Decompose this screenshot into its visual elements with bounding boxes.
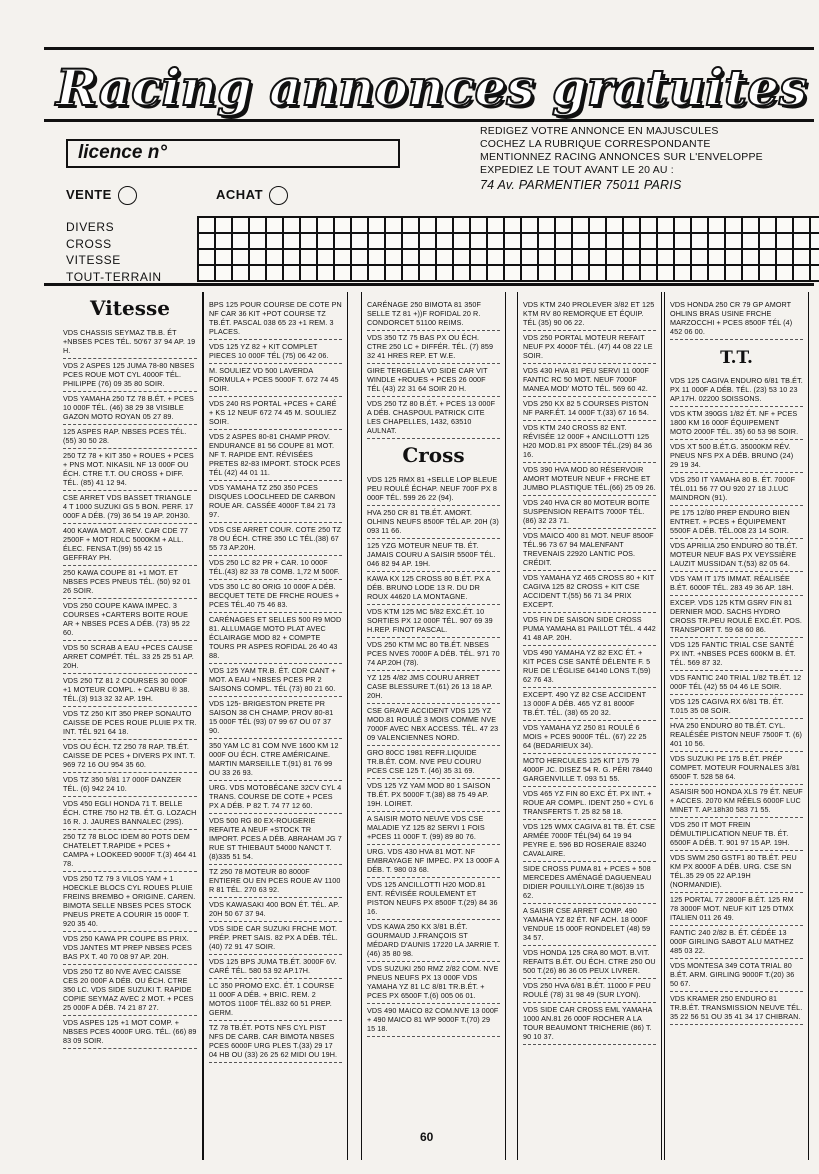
achat-radio[interactable] [269, 186, 288, 205]
grid-cell[interactable] [420, 266, 435, 280]
grid-cell[interactable] [420, 218, 435, 232]
classified-ad: URG. VDS 430 HVA 81 MOT. NF EMBRAYAGE NF IMPEC. PX 13 000F A DÉB. T. 980 03 68. [367, 845, 500, 878]
grid-cell[interactable] [352, 266, 367, 280]
classified-ad: VDS YAMAHA YZ 250 81 ROULÉ 6 MOIS + PCES 9000F TÉL. (67) 22 25 64 (BEDARIEUX 34). [523, 721, 656, 754]
classified-ad: A SAISIR CSE ARRET COMP. 490 YAMAHA YZ 82 ÉT. NF ACH. 18 000F VENDUE 15 000F RONDELET (48) 59 34 57. [523, 904, 656, 946]
grid-cell[interactable] [318, 250, 333, 264]
grid-cell[interactable] [488, 250, 503, 264]
grid-cell[interactable] [794, 266, 809, 280]
classified-ad: VDS YAMAHA YZ 465 CROSS 80 + KIT CAGIVA 125 82 CROSS + KIT CSE ACCIDENT T.(55) 56 71 34 PRIX EXCEPT. [523, 571, 656, 613]
grid-cell[interactable] [522, 266, 537, 280]
grid-cell[interactable] [760, 234, 775, 248]
grid-cell[interactable] [437, 218, 452, 232]
grid-cell[interactable] [675, 234, 690, 248]
grid-cell[interactable] [794, 234, 809, 248]
grid-cell[interactable] [777, 266, 792, 280]
classified-ad: YZ 125 4/82 JMS COURU ARRET CASE BLESSURE T.(61) 26 13 18 AP. 20H. [367, 671, 500, 704]
grid-cell[interactable] [284, 266, 299, 280]
instruction-line: REDIGEZ VOTRE ANNONCE EN MAJUSCULES [480, 125, 719, 137]
banner-title: Racing annonces gratuites [56, 58, 808, 117]
grid-cell[interactable] [641, 250, 656, 264]
classified-ad: FANTIC 240 2/82 B. ÉT. CÉDÉE 13 000F GIRLING SABOT ALU MATHEZ 485 03 22. [670, 926, 803, 959]
classified-ad: ASAISIR 500 HONDA XLS 79 ÉT. NEUF + ACCES. 2070 KM RÉELS 6000F LUC MINET T. AP.18h30 583 71 55. [670, 785, 803, 818]
grid-cell[interactable] [301, 250, 316, 264]
grid-cell[interactable] [301, 234, 316, 248]
column-5 [664, 292, 809, 1160]
classified-ad: VDS 390 HVA MOD 80 RÉSERVOIR AMORT MOTEUR NEUF + FRCHE ET JUMBO PLASTIQUE TÉL.(66) 25 09 26. [523, 463, 656, 496]
grid-cell[interactable] [590, 266, 605, 280]
classified-ad: HVA 250 ENDURO 80 TB.ÉT. CYL. REALÉSÉE PISTON NEUF 7500F T. (6) 401 10 56. [670, 719, 803, 752]
classified-ad: VDS SUZUKI PE 175 B.ÉT. PRÉP COMPET. MOTEUR FOURNALES 3/81 6500F T. 528 58 64. [670, 752, 803, 785]
grid-cell[interactable] [352, 250, 367, 264]
grid-cell[interactable] [539, 266, 554, 280]
banner-bottom-rule [44, 119, 814, 122]
classified-ad: VDS 125 YAM TR.B. ÉT. CDR CANT + MOT. A EAU +NBSES PCES PR 2 SAISONS COMPL. TÉL (73) 80 21 60. [209, 664, 342, 697]
grid-cell[interactable] [335, 218, 350, 232]
classified-ad: BPS 125 POUR COURSE DE COTE PN NF CAR 36 KIT +POT COURSE TZ TB.ÉT. PASCAL 038 65 23 +1 REM. 3 PLACES. [209, 298, 342, 340]
classified-ad: MOTO HERCULES 125 KIT 175 79 4000F JC. DISEZ 54 R. G. PÉRI 78440 GARGENVILLE T. 093 51 55. [523, 754, 656, 787]
classified-ad: VDS SIDE CAR SUZUKI FRCHE MOT. PRÉP. PRET SAIS. 82 PX A DÉB. TÉL.(40) 72 91 47 SOIR. [209, 922, 342, 955]
grid-cell[interactable] [658, 266, 673, 280]
grid-cell[interactable] [794, 218, 809, 232]
classified-ad: 400 KAWA MOT. A REV. CAR CDE 77 2500F + MOT RDLC 5000KM + ALL. ÉLEC. FENSA T.(99) 55 42 15 GEFFRAY PH. [63, 524, 197, 566]
grid-cell[interactable] [607, 218, 622, 232]
classified-ad: VDS KAWASAKI 400 BON ÉT. TÉL. AP. 20H 50 67 37 94. [209, 898, 342, 922]
grid-cell[interactable] [250, 266, 265, 280]
grid-cell[interactable] [539, 218, 554, 232]
grid-cell[interactable] [675, 250, 690, 264]
grid-cell[interactable] [539, 234, 554, 248]
grid-cell[interactable] [386, 250, 401, 264]
grid-cell[interactable] [573, 218, 588, 232]
grid-cell[interactable] [726, 218, 741, 232]
classified-ad: VDS 450 EGLI HONDA 71 T. BELLE ÉCH. CTRE 750 H2 TB. ÉT. G. LOZACH 16 R. J. JAURES BANNALEC (29S). [63, 797, 197, 830]
grid-cell[interactable] [675, 266, 690, 280]
grid-cell[interactable] [692, 234, 707, 248]
classified-ad: VDS 490 YAMAHA YZ 82 EXC ÉT. + KIT PCES CSE SANTÉ DÉLENTE F. 5 RUE DE L'ÉGLISE 64140 LONS T.(59) 62 76 43. [523, 646, 656, 688]
grid-cell[interactable] [352, 234, 367, 248]
classified-ad: VDS KTM 240 PROLEVER 3/82 ET 125 KTM RV 80 REMORQUE ET ÉQUIP. TÉL (35) 90 06 22. [523, 298, 656, 331]
classified-ad: VDS SIDE CAR CROSS EML YAMAHA 1000 AN.81 26 000F ROCHER A LA TOUR BEAUMONT TRICHERIE (86) T. 90 10 37. [523, 1003, 656, 1045]
grid-cell[interactable] [522, 218, 537, 232]
classified-ad: VDS CHASSIS SEYMAZ TB.B. ÉT +NBSES PCES TÉL. 50'67 37 94 AP. 19 H. [63, 326, 197, 359]
grid-cell[interactable] [284, 218, 299, 232]
grid-cell[interactable] [318, 218, 333, 232]
classified-ad: PE 175 12/80 PREP ENDURO BIEN ENTRET. + PCES + ÉQUIPEMENT 5500F A DÉB. TÉL.008 23 14 SOIR. [670, 506, 803, 539]
section-title-cross: Cross [402, 443, 465, 467]
classified-ad: VDS 125 BPS JUMA TB.ÉT. 3000F 6V. CARÉ TÉL. 580 53 92 AP.17H. [209, 955, 342, 979]
grid-cell[interactable] [709, 250, 724, 264]
grid-cell[interactable] [403, 266, 418, 280]
classified-ad: VDS SUZUKI 250 RMZ 2/82 COM. NVE PNEUS NEUFS PX 13 000F VDS YAMAHA YZ 81 LC 8/81 TR.B.ÉT. + PCES PX 6500F T.(6) 005 06 01. [367, 962, 500, 1004]
grid-cell[interactable] [675, 218, 690, 232]
grid-cell[interactable] [658, 250, 673, 264]
grid-cell[interactable] [573, 234, 588, 248]
classified-ad: VDS 240 HVA CR 80 MOTEUR BOITE SUSPENSION REFAITS 7000F TÉL.(86) 32 23 71. [523, 496, 656, 529]
grid-cell[interactable] [335, 250, 350, 264]
classified-ad: VDS MAICO 400 81 MOT. NEUF 8500F TÉL.96 73 67 94 MALENFANT TREVENAIS 22920 LANTIC POS. CRÉDIT. [523, 529, 656, 571]
classified-ad: VDS 250 IT MOT FREIN DÉMULTIPLICATION NEUF TB. ÉT. 6500F A DÉB. T. 901 97 15 AP. 19H. [670, 818, 803, 851]
grid-cell[interactable] [522, 234, 537, 248]
grid-cell[interactable] [403, 218, 418, 232]
grid-cell[interactable] [607, 266, 622, 280]
grid-cell[interactable] [250, 218, 265, 232]
vente-radio[interactable] [118, 186, 137, 205]
classified-ad: VDS TZ 350 5/81 17 000F DANZER TÉL. (6) 942 24 10. [63, 773, 197, 797]
classified-ad: VDS 125 CAGIVA ENDURO 6/81 TB.ÉT. PX 11 000F A DÉB. TÉL. (23) 53 10 23 AP.17H. 02200 SOISSONS. [670, 374, 803, 407]
classified-ad: VDS 250 KAWA PR COUPE BS PRIX. VDS JANTES MT PREP NBSES PCES BAS PX T. 40 70 08 97 AP. 20H. [63, 932, 197, 965]
classified-ad: VDS 125 CAGIVA RX 6/81 TB. ÉT. T.015 35 08 SOIR. [670, 695, 803, 719]
classified-ad: VDS FANTIC 240 TRIAL 1/82 TB.ÉT. 12 000F TÉL (42) 55 04 46 LE SOIR. [670, 671, 803, 695]
classified-ad: VDS 250 KX 82 5 COURSES PISTON NF PARF.ÉT. 14 000F T.(33) 67 16 54. [523, 397, 656, 421]
grid-cell[interactable] [233, 218, 248, 232]
classified-ad: VDS 250 TZ 81 2 COURSES 30 000F +1 MOTEUR COMPL. + CARBU ® 38. TÉL.(3) 913 32 32 AP. 19H. [63, 674, 197, 707]
grid-cell[interactable] [692, 218, 707, 232]
achat-label: ACHAT [216, 186, 264, 202]
grid-cell[interactable] [811, 218, 819, 232]
classified-ad: VDS 240 RS PORTAL +PCES + CARÉ + KS 12 NEUF 672 74 45 M. SOULIEZ SOIR. [209, 397, 342, 430]
classified-ad: VDS 125 YZ YAM MOD 80 1 SAISON TB.ÉT. PX 5000F T.(38) 88 75 49 AP. 19H. LOIRET. [367, 779, 500, 812]
classified-ad: CARÉNAGES ET SELLES 500 R9 MOD 81. ALLUMAGE MOTO PLAT AVEC ÉCLAIRAGE MOD 82 + COMPTE TOURS PR ASPES ROFIDAL 26 40 43 88. [209, 613, 342, 664]
classified-ad: VDS 2 ASPES 125 JUMA 78-80 NBSES PCES ROUE MOT CYL 4000F TÉL. PHILIPPE (76) 09 35 80 SOIR. [63, 359, 197, 392]
classified-ad: URG. VDS MOTOBÉCANE 32CV CYL 4 TRANS. COURSE DE COTE + PCES PX A DÉB. P 82 T. 74 77 12 60. [209, 781, 342, 814]
grid-cell[interactable] [607, 234, 622, 248]
section-title-vitesse: Vitesse [90, 296, 170, 320]
classified-ad: VDS SWM 250 GSTF1 80 TB.ÉT. PEU KM PX 8000F A DÉB. URG. CSE SN TÉL.35 29 05 22 AP.19H (NORMANDIE). [670, 851, 803, 893]
grid-cell[interactable] [573, 250, 588, 264]
grid-cell[interactable] [505, 266, 520, 280]
grid-cell[interactable] [369, 218, 384, 232]
grid-cell[interactable] [420, 250, 435, 264]
instructions [480, 125, 763, 192]
classified-ad: VDS KTM 240 CROSS 82 ENT. RÉVISÉE 12 000F + ANCILLOTTI 125 H20 MOD.81 PX 8500F TÉL.(29) 84 36 16. [523, 421, 656, 463]
grid-cell[interactable] [709, 218, 724, 232]
grid-cell[interactable] [556, 218, 571, 232]
classified-ad: VDS XT 500 B.ÉT.G. 35000KM RÉV. PNEUS NFS PX A DÉB. BRUNO (24) 29 19 34. [670, 440, 803, 473]
grid-cell[interactable] [743, 250, 758, 264]
grid-cell[interactable] [488, 266, 503, 280]
classified-ad: VDS 250 PORTAL MOTEUR REFAIT NEUF PX 4000F TÉL. (47) 44 08 22 LE SOIR. [523, 331, 656, 364]
classified-ad: 250 KAWA COUPE 81 +1 MOT. ET NBSES PCES PNEUS TÉL. (50) 92 01 26 SOIR. [63, 566, 197, 599]
classified-ad: VDS CSE ARRET COUR. COTE 250 TZ 78 OU ÉCH. CTRE 350 LC TÉL.(38) 67 55 73 AP.20H. [209, 523, 342, 556]
grid-cell[interactable] [590, 250, 605, 264]
classified-ad: VDS 125 RMX 81 +SELLE LOP BLEUE PEU ROULÉ ÉCHAP. NEUF 700F PX 8 000F TÉL. 599 26 22 (94). [367, 473, 500, 506]
classified-ad: VDS TZ 250 KIT 350 PREP SONAUTO CAISSE DE PCES ROUE PLUIE PX TR. INT. TÉL 921 64 18. [63, 707, 197, 740]
grid-cell[interactable] [709, 234, 724, 248]
column-4 [517, 292, 662, 1160]
grid-cell[interactable] [794, 250, 809, 264]
grid-cell[interactable] [811, 234, 819, 248]
grid-cell[interactable] [386, 218, 401, 232]
grid-cell[interactable] [726, 266, 741, 280]
classified-ad: VDS 125 YZ 82 + KIT COMPLET PIECES 10 000F TÉL (75) 06 42 06. [209, 340, 342, 364]
classified-ad: 350 YAM LC 81 COM NVE 1600 KM 12 000F OU ÉCH. CTRE AMÉRICAINE. MARTIN MARSEILLE T.(91) 81 76 99 OU 33 26 93. [209, 739, 342, 781]
grid-cell[interactable] [488, 218, 503, 232]
grid-cell[interactable] [318, 234, 333, 248]
category-cross[interactable]: CROSS [66, 236, 112, 251]
classified-ad: VDS YAM IT 175 IMMAT. RÉALISÉE B.ÉT. 6000F TÉL. 283 49 36 AP. 18H. [670, 572, 803, 596]
licence-field[interactable] [66, 139, 400, 168]
grid-cell[interactable] [624, 218, 639, 232]
grid-cell[interactable] [267, 266, 282, 280]
classified-ad: VDS 125 FANTIC TRIAL CSE SANTÉ PX INT. +NBSES PCES 600KM B. ÉT. TÉL. 569 87 32. [670, 638, 803, 671]
classified-ad: 125 ASPES RAP. NBSES PCES TÉL.(55) 30 50 28. [63, 425, 197, 449]
grid-cell[interactable] [811, 250, 819, 264]
grid-cell[interactable] [743, 218, 758, 232]
grid-cell[interactable] [301, 218, 316, 232]
grid-cell[interactable] [471, 250, 486, 264]
grid-cell[interactable] [590, 234, 605, 248]
ad-text-grid[interactable] [197, 216, 819, 282]
grid-cell[interactable] [199, 266, 214, 280]
grid-cell[interactable] [607, 250, 622, 264]
column-2 [203, 292, 348, 1160]
grid-cell[interactable] [284, 250, 299, 264]
classified-ad: VDS 250 LC 82 PR + CAR. 10 000F TÉL.(43) 82 33 78 COMB. 1,72 M 500F. [209, 556, 342, 580]
grid-cell[interactable] [403, 250, 418, 264]
grid-cell[interactable] [437, 234, 452, 248]
grid-cell[interactable] [641, 266, 656, 280]
grid-cell[interactable] [743, 266, 758, 280]
classified-ad: CARÉNAGE 250 BIMOTA 81 350F SELLE TZ 81 +))F ROFIDAL 20 R. CONDORCET 51100 REIMS. [367, 298, 500, 331]
grid-cell[interactable] [641, 234, 656, 248]
instruction-line: COCHEZ LA RUBRIQUE CORRESPONDANTE [480, 138, 711, 150]
instruction-line: MENTIONNEZ RACING ANNONCES SUR L'ENVELOPPE [480, 151, 763, 163]
grid-cell[interactable] [369, 250, 384, 264]
grid-cell[interactable] [573, 266, 588, 280]
grid-cell[interactable] [488, 234, 503, 248]
grid-cell[interactable] [386, 234, 401, 248]
classified-ad: VDS 250 COUPE KAWA IMPEC. 3 COURSES +CARTERS BOITE ROUE AR + NBSES PCES A DÉB. (73) 95 22 60. [63, 599, 197, 641]
grid-cell[interactable] [641, 218, 656, 232]
grid-cell[interactable] [777, 234, 792, 248]
grid-cell[interactable] [726, 234, 741, 248]
classified-ad: A SAISIR MOTO NEUVE VDS CSE MALADIE YZ 125 82 SERVI 1 FOIS +PCES 11 000F T. (99) 89 80 76. [367, 812, 500, 845]
grid-cell[interactable] [658, 234, 673, 248]
grid-cell[interactable] [556, 266, 571, 280]
classified-ad: VDS 250 IT YAMAHA 80 B. ÉT. 7000F TÉL.011 56 77 OU 920 27 18 J.LUC MAINDRON (91). [670, 473, 803, 506]
classified-ad: VDS MONTESA 349 COTA TRIAL 80 B.ÉT. ARM. GIRLING 9000F T.(20) 36 50 67. [670, 959, 803, 992]
grid-cell[interactable] [233, 234, 248, 248]
grid-cell[interactable] [233, 266, 248, 280]
grid-cell[interactable] [301, 266, 316, 280]
grid-cell[interactable] [505, 250, 520, 264]
grid-cell[interactable] [624, 250, 639, 264]
classified-ad: GRO 80CC 1981 REFR.LIQUIDE TR.B.ÉT. COM. NVE PEU COURU PCES CSE 125 T. (46) 35 31 69. [367, 746, 500, 779]
grid-cell[interactable] [318, 266, 333, 280]
classified-ad: VDS YAMAHA 250 TZ 78 B.ÉT. + PCES 10 000F TÉL. (46) 38 29 38 VISIBLE GAZON MOTO ROYAN 05 27 89. [63, 392, 197, 425]
classified-ad: VDS 250 TZ 80 NVE AVEC CAISSE CES 20 000F A DÉB. OU ÉCH. CTRE 350 LC. VDS SIDE SUZUKI T. RAPIDE COPIE SEYMAZ AVEC 2 MOT. + PCES 25 000F A DÉB. 74 21 87 27. [63, 965, 197, 1016]
column-3 [361, 292, 506, 1160]
grid-cell[interactable] [369, 266, 384, 280]
classified-ad: LC 350 PROMO EXC. ÉT. 1 COURSE 11 000F A DÉB. + BRIC. REM. 2 MOTOS 1100F TÉL.832 60 51 PREP. GERM. [209, 979, 342, 1021]
classified-ad: VDS 465 YZ FIN 80 EXC ÉT. PX INT. + ROUE AR COMPL. IDENT 250 + CYL 6 TRANSFERTS T. 25 82 58 18. [523, 787, 656, 820]
grid-cell[interactable] [556, 250, 571, 264]
classified-ad: TZ 78 TB.ÉT. POTS NFS CYL PIST NFS DE CARB. CAR BIMOTA NBSES PCES 6000F URG PLES T.(33) 29 17 04 HB OU (33) 26 25 62 MIDI OU 19H. [209, 1021, 342, 1063]
classified-ad: VDS KTM 125 MC 5/82 EXC.ÉT. 10 SORTIES PX 12 000F TÉL. 907 69 39 H.REP. FINOT PASCAL. [367, 605, 500, 638]
grid-cell[interactable] [267, 234, 282, 248]
grid-cell[interactable] [760, 266, 775, 280]
vente-option[interactable] [66, 186, 137, 205]
grid-cell[interactable] [471, 218, 486, 232]
classified-ad: VDS OU ÉCH. TZ 250 78 RAP. TB.ÉT. CAISSE DE PCES + DIVERS PX INT. T. 969 72 16 OU 954 35 60. [63, 740, 197, 773]
classified-ad: VDS KAWA 250 KX 3/81 B.ÉT. GOURMAUD J.FRANÇOIS ST MÉDARD D'AUNIS 17220 LA JARRIE T.(46) 35 80 98. [367, 920, 500, 962]
classified-ad: VDS APRILIA 250 ENDURO 80 TB.ÉT. MOTEUR NEUF BAS PX VEYSSIÈRE LAUZIT MUSSIDAN T.(53) 82 05 64. [670, 539, 803, 572]
category-tout-terrain[interactable]: TOUT-TERRAIN [66, 269, 162, 284]
classified-ad: VDS 500 RG 80 EX-ROUGERIE REFAITE A NEUF +STOCK TR IMPORT. PCES A DÉB. ABRAHAM JG 7 RUE ST THIEBAUT 54000 NANCT T.(8)335 51 54. [209, 814, 342, 865]
classified-ad: 250 TZ 78 BLOC IDEM 80 POTS DEM CHATELET T.RAPIDE + PCES + CAMPA + LOOKEED 9000F T.(3) 464 41 78. [63, 830, 197, 872]
grid-cell[interactable] [437, 250, 452, 264]
grid-cell[interactable] [284, 234, 299, 248]
grid-cell[interactable] [471, 266, 486, 280]
classified-ad: KAWA KX 125 CROSS 80 B.ÉT. PX A DÉB. BRUNO LODE 13 R. DU DR ROUX 44620 LA MONTAGNE. [367, 572, 500, 605]
grid-cell[interactable] [743, 234, 758, 248]
grid-cell[interactable] [590, 218, 605, 232]
grid-cell[interactable] [335, 266, 350, 280]
grid-cell[interactable] [437, 266, 452, 280]
banner [44, 52, 814, 122]
classified-ad: 250 TZ 78 + KIT 350 + ROUES + PCES + PNS MOT. NIKASIL NF 13 000F OU ÉCH. CTRE T.T. OU CROSS + DIFF. TÉL. (85) 41 12 94. [63, 449, 197, 491]
classified-ad: GIRE TERGELLA VD SIDE CAR VIT WINDLE +ROUES + PCES 26 000F TÉL (43) 22 31 64 SOIR 20 H. [367, 364, 500, 397]
classified-ad: VDS 125 ANCILLOTTI H20 MOD.81 ENT. RÉVISÉE ROULEMENT ET PISTON NEUFS PX 8500F T.(29) 84 36 16. [367, 878, 500, 920]
grid-cell[interactable] [250, 250, 265, 264]
grid-cell[interactable] [403, 234, 418, 248]
classified-ad: VDS 350 TZ 75 BAS PX OU ÉCH. CTRE 250 LC + DIFFÉR. TÉL. (7) 859 32 41 HRES REP. ET W.E. [367, 331, 500, 364]
grid-cell[interactable] [692, 250, 707, 264]
category-divers[interactable]: DIVERS [66, 220, 115, 234]
grid-cell[interactable] [352, 218, 367, 232]
instruction-line: EXPEDIEZ LE TOUT AVANT LE 20 AU : [480, 164, 674, 176]
grid-cell[interactable] [624, 266, 639, 280]
grid-cell[interactable] [777, 218, 792, 232]
grid-cell[interactable] [454, 250, 469, 264]
classified-ad: VDS 250 HVA 6/81 B.ÉT. 11000 F PEU ROULÉ (78) 31 98 49 (SUR LYON). [523, 979, 656, 1003]
classified-ad: EXCEP. VDS 125 KTM GSRV FIN 81 DERNIER MOD. SACHS HYDRO CROSS TR.PEU ROULÉ EXC.ÉT. POS. TRANSPORT T. 59 68 60 86. [670, 596, 803, 638]
classified-ad: TZ 250 78 MOTEUR 80 8000F ENTIERE OU EN PCES ROUE AV 1100 R 81 TÉL. 270 63 92. [209, 865, 342, 898]
classified-ad: CSE ARRET VDS BASSET TRIANGLE 4 T 1000 SUZUKI GS 5 BON. PERF. 17 000F A DÉB. (79) 36 54 19 AP. 20H30. [63, 491, 197, 524]
grid-cell[interactable] [454, 266, 469, 280]
grid-cell[interactable] [420, 234, 435, 248]
grid-cell[interactable] [522, 250, 537, 264]
column-1 [58, 292, 203, 1160]
classified-ad: VDS 2 ASPES 80-81 CHAMP PROV. ENDURANCE 81 56 COUPE 81 MOT. NF T. RAPIDE ENT. RÉVISÉES PRETES 82-83 IMPORT. STOCK PCES TÉL (42) 44 01 11. [209, 430, 342, 481]
grid-cell[interactable] [454, 218, 469, 232]
category-vitesse[interactable]: VITESSE [66, 253, 121, 267]
classified-ad: VDS ASPES 125 +1 MOT COMP. + NBSES PCES 4000F URG. TÉL. (66) 89 83 09 SOIR. [63, 1016, 197, 1049]
grid-cell[interactable] [369, 234, 384, 248]
grid-cell[interactable] [199, 234, 214, 248]
grid-cell[interactable] [471, 234, 486, 248]
grid-cell[interactable] [760, 250, 775, 264]
grid-cell[interactable] [250, 234, 265, 248]
classified-ad: VDS 125- BRIGESTON PRETE PR SAISON 38 CH CHAMP. PROV 80-81 15 000F TÉL (93) 07 99 67 OU 07 37 90. [209, 697, 342, 739]
classified-ad: 125 YZG MOTEUR NEUF TB. ÉT. JAMAIS COURU A SAISIR 5500F TÉL. 046 82 94 AP. 19H. [367, 539, 500, 572]
grid-cell[interactable] [760, 218, 775, 232]
classified-ad: VDS 430 HVA 81 PEU SERVI 11 000F FANTIC RC 50 MOT. NEUF 7000F MANEA MOD' MOTO TÉL. 569 60 42. [523, 364, 656, 397]
grid-cell[interactable] [624, 234, 639, 248]
grid-cell[interactable] [386, 266, 401, 280]
achat-option[interactable] [216, 186, 288, 205]
grid-cell[interactable] [777, 250, 792, 264]
classified-ad: VDS 350 LC 80 ORIG 10 000F A DÉB. BECQUET TETE DE FRCHE ROUES + PCES TÉL.40 75 46 83. [209, 580, 342, 613]
grid-cell[interactable] [216, 250, 231, 264]
classified-ad: VDS 250 TZ 79 3 VILOS YAM + 1 HOECKLE BLOCS CYL ROUES PLUIE FREINS BREMBO + ORIGINE. CAREN. BIMOTA SELLE NBSES PCES STOCK PNEUS PRETE A COURIR 15 000F T. 920 35 40. [63, 872, 197, 932]
grid-cell[interactable] [267, 250, 282, 264]
classified-ad: VDS 125 WMX CAGIVA 81 TB. ÉT. CSE ARMÉE 7000F TÉL(94) 64 19 94 PEYRE E. 596 BD ROSERAIE 83240 CAVALAIRE. [523, 820, 656, 862]
grid-cell[interactable] [505, 218, 520, 232]
classified-ad: VDS HONDA 125 CRA 80 MOT. B.VIT. REFAITS B.ÉT. OU ÉCH. CTRE 250 OU 500 T.(26) 86 36 05 PEUX LIVRER. [523, 946, 656, 979]
classified-ad: EXCEPT. 490 YZ 82 CSE ACCIDENT 13 000F A DÉB. 465 YZ 81 8000F TB.ÉT. TÉL. (38) 65 20 32. [523, 688, 656, 721]
grid-cell[interactable] [811, 266, 819, 280]
grid-cell[interactable] [692, 266, 707, 280]
grid-cell[interactable] [454, 234, 469, 248]
classified-ad: VDS 250 KTM MC 80 TB.ÉT. NBSES PCES NVES 7000F A DÉB. TÉL. 971 70 74 AP.20H (78). [367, 638, 500, 671]
page-number: 60 [420, 1130, 434, 1144]
classified-ad: M. SOULIEZ VD 500 LAVERDA FORMULA + PCES 5000F T. 672 74 45 SOIR. [209, 364, 342, 397]
section-title-tt: T.T. [720, 348, 753, 368]
grid-cell[interactable] [726, 250, 741, 264]
grid-cell[interactable] [267, 218, 282, 232]
section-rule [44, 283, 814, 286]
grid-cell[interactable] [216, 218, 231, 232]
vente-label: VENTE [66, 186, 112, 202]
grid-cell[interactable] [335, 234, 350, 248]
classified-ad: HVA 250 CR 81 TB.ÉT. AMORT. OLHINS NEUFS 8500F TÉL AP. 20H (3) 093 11 66. [367, 506, 500, 539]
grid-cell[interactable] [216, 266, 231, 280]
grid-cell[interactable] [233, 250, 248, 264]
classified-ad: CSE GRAVE ACCIDENT VDS 125 YZ MOD.81 ROULÉ 3 MOIS COMME NVE 7000F AVEC NBX ACCESS. TÉL. 47 23 09 VALENCIENNES NORD. [367, 704, 500, 746]
licence-label: licence n° [78, 142, 167, 163]
mailing-address: 74 Av. PARMENTIER 75011 PARIS [480, 178, 682, 192]
classified-ad: VDS YAMAHA TZ 250 350 PCES DISQUES LOOCLHEED DE CARBON ROUE AR. CASSÉE 4000F T.84 21 73 97. [209, 481, 342, 523]
category-list [66, 219, 162, 285]
grid-cell[interactable] [199, 218, 214, 232]
grid-cell[interactable] [216, 234, 231, 248]
classified-ad: VDS KTM 390GS 1/82 ÉT. NF + PCES 1800 KM 16 000F ÉQUIPEMENT MOTO 2000F TÉL. 35) 60 53 98 SOIR. [670, 407, 803, 440]
classified-ad: SIDE CROSS PUMA 81 + PCES + 508 MERCEDES AMÉNAGÉ DAGUENEAU DIDIER POUILLY/LOIRE T.(86)39 15 62. [523, 862, 656, 904]
grid-cell[interactable] [199, 250, 214, 264]
grid-cell[interactable] [556, 234, 571, 248]
grid-cell[interactable] [709, 266, 724, 280]
classified-ad: VDS FIN DE SAISON SIDE CROSS PUMA YAMAHA 81 PAILLOT TÉL. 4 442 41 48 AP. 20H. [523, 613, 656, 646]
grid-cell[interactable] [658, 218, 673, 232]
classified-ad: VDS 250 TZ 80 B.ÉT. + PCES 13 000F A DÉB. CHASPOUL PATRICK CITE LES CHAPELLES, 1432, 63510 AULNAT. [367, 397, 500, 439]
classified-ad: 125 PORTAL 77 2800F B.ÉT. 125 RM 78 3000F MOT. NEUF KIT 125 DTMX ITALIEN 011 26 49. [670, 893, 803, 926]
top-rule [44, 47, 814, 50]
classified-ad: VDS HONDA 250 CR 79 GP AMORT OHLINS BRAS USINE FRCHE MARZOCCHI + PCES 8500F TÉL (4) 452 06 00. [670, 298, 803, 340]
grid-cell[interactable] [539, 250, 554, 264]
classified-ad: VDS 50 SCRAB A EAU +PCES CAUSE ARRET COMPÉT. TÉL. 33 25 25 51 AP. 20H. [63, 641, 197, 674]
classified-ad: VDS KRAMER 250 ENDURO 81 TR.B.ÉT. TRANSMISSION NEUVE TÉL. 35 22 56 51 OU 35 41 34 17 CHIBRAN. [670, 992, 803, 1025]
classified-ad: VDS 490 MAICO 82 COM.NVE 13 000F + 490 MAICO 81 WP 9000F T.(70) 29 15 18. [367, 1004, 500, 1037]
grid-cell[interactable] [505, 234, 520, 248]
